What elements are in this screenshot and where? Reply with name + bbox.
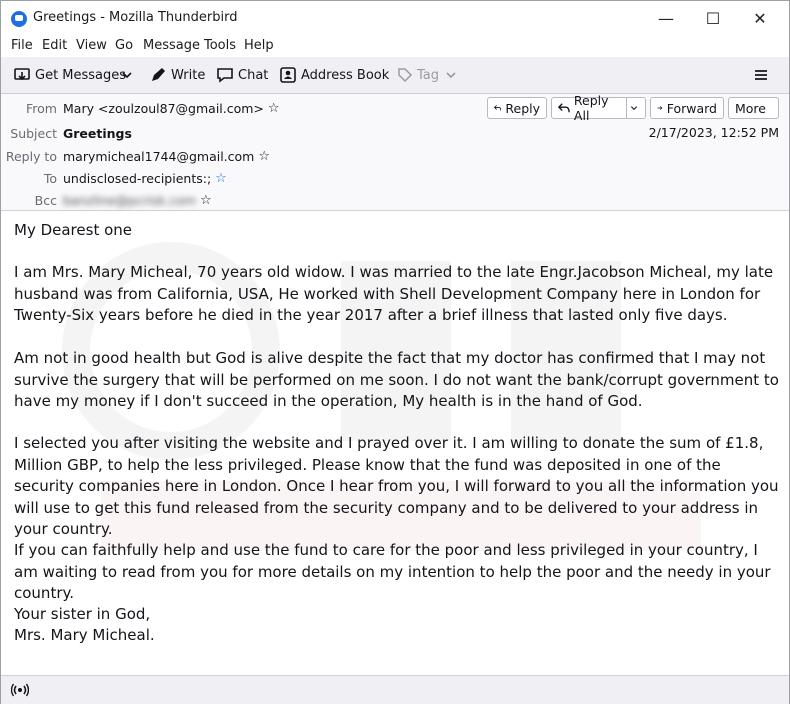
hamburger-icon [753, 67, 769, 83]
pencil-icon [149, 66, 167, 84]
app-menu-button[interactable] [753, 63, 773, 87]
close-button[interactable]: ✕ [753, 8, 767, 28]
get-messages-button[interactable] [13, 63, 126, 87]
reply-to-label: Reply to [5, 149, 57, 164]
download-icon [13, 66, 31, 84]
from-value[interactable] [63, 101, 280, 116]
body-paragraph-1: I am Mrs. Mary Micheal, 70 years old widow. I was married to the late Engr.Jacobson Micheal, my late husband was from California, USA, He worked with Shell Development Company here in London for Twenty-Six years before he died in the year 2017 after a brief illness that lasted only five days. [14, 263, 774, 324]
menu-bar [1, 35, 789, 57]
chevron-down-icon [445, 69, 457, 81]
signature-line-1: Your sister in God, [14, 605, 151, 623]
reply-all-label: Reply All [573, 93, 609, 123]
chat-button[interactable] [216, 63, 268, 87]
activity-icon[interactable] [11, 682, 29, 698]
subject-value [63, 126, 132, 141]
reply-label: Reply [505, 100, 540, 116]
forward-arrow-icon [657, 102, 663, 114]
bcc-label: Bcc [34, 193, 57, 208]
message-body [1, 211, 789, 675]
get-messages-label: Get Messages [35, 67, 127, 83]
message-header [1, 94, 789, 211]
forward-button[interactable] [650, 97, 724, 119]
from-label: From [26, 101, 57, 116]
reply-all-button[interactable] [551, 93, 627, 123]
reply-all-icon [558, 102, 570, 114]
from-address[interactable]: Mary <zoulzoul87@gmail.com> [63, 101, 264, 116]
chevron-down-icon [121, 69, 133, 81]
to-value[interactable] [63, 171, 227, 186]
tag-button[interactable] [397, 63, 461, 87]
reply-to-address[interactable]: marymicheal1744@gmail.com [63, 149, 255, 164]
main-toolbar [1, 57, 789, 94]
star-icon[interactable]: ☆ [199, 193, 212, 208]
reply-button[interactable] [487, 97, 547, 119]
write-button[interactable] [149, 63, 205, 87]
more-button[interactable] [728, 97, 779, 119]
to-address[interactable]: undisclosed-recipients:; [63, 171, 212, 186]
forward-label: Forward [666, 100, 717, 116]
chat-label: Chat [238, 67, 269, 83]
window-title: Greetings - Mozilla Thunderbird [33, 10, 238, 25]
chevron-down-icon [630, 102, 638, 114]
address-book-button[interactable] [279, 63, 389, 87]
subject-label: Subject [10, 126, 57, 141]
address-book-label: Address Book [301, 67, 390, 83]
message-date: 2/17/2023, 12:52 PM [648, 125, 779, 140]
minimize-button[interactable]: — [658, 8, 674, 28]
star-icon[interactable]: ☆ [267, 101, 280, 116]
menu-edit[interactable]: Edit [42, 38, 68, 53]
status-bar [1, 675, 789, 704]
title-bar [1, 1, 789, 35]
thunderbird-icon [11, 11, 27, 27]
bcc-value[interactable] [63, 193, 212, 208]
body-paragraph-2: Am not in good health but God is alive despite the fact that my doctor has confirmed that I may not survive the surgery that will be performed on me soon. I do not want the bank/corrupt government to have my money if I don't succeed in the operation, My health is in the hand of God. [14, 349, 779, 410]
subject-text: Greetings [63, 126, 132, 141]
tag-icon [397, 67, 413, 83]
star-icon[interactable]: ☆ [215, 171, 227, 186]
reply-to-value[interactable] [63, 149, 270, 164]
menu-go[interactable]: Go [115, 38, 134, 53]
body-paragraph-3: I selected you after visiting the website and I prayed over it. I am willing to donate the sum of £1.8, Million GBP, to help the less privileged. Please know that the fund was deposited in one of the security companies here in London. Once I hear from you, I will forward to you all the information you will use to get this fund released from the security company and to be delivered to your address in your country. [14, 434, 779, 538]
star-icon[interactable]: ☆ [258, 149, 270, 164]
greeting-paragraph: My Dearest one [14, 221, 133, 239]
bcc-address[interactable]: banzline@pcrisk.com [63, 193, 196, 208]
write-label: Write [171, 67, 206, 83]
menu-help[interactable]: Help [244, 38, 274, 53]
reply-icon [494, 102, 501, 114]
get-messages-dropdown[interactable] [121, 63, 137, 87]
reply-all-dropdown[interactable] [626, 97, 646, 119]
body-paragraph-4: If you can faithfully help and use the fund to care for the poor and less privileged in your country, I am waiting to read from you for more details on my intention to help the poor and the needy in your country. [14, 541, 771, 602]
menu-view[interactable]: View [76, 38, 107, 53]
menu-file[interactable]: File [11, 38, 33, 53]
chat-icon [216, 66, 234, 84]
to-label: To [43, 171, 57, 186]
more-label: More [735, 100, 766, 116]
menu-message[interactable]: Message [143, 38, 200, 53]
address-book-icon [279, 66, 297, 84]
tag-label: Tag [417, 67, 440, 83]
signature-line-2: Mrs. Mary Micheal. [14, 626, 155, 644]
menu-tools[interactable]: Tools [204, 38, 237, 53]
maximize-button[interactable]: ☐ [705, 8, 721, 28]
